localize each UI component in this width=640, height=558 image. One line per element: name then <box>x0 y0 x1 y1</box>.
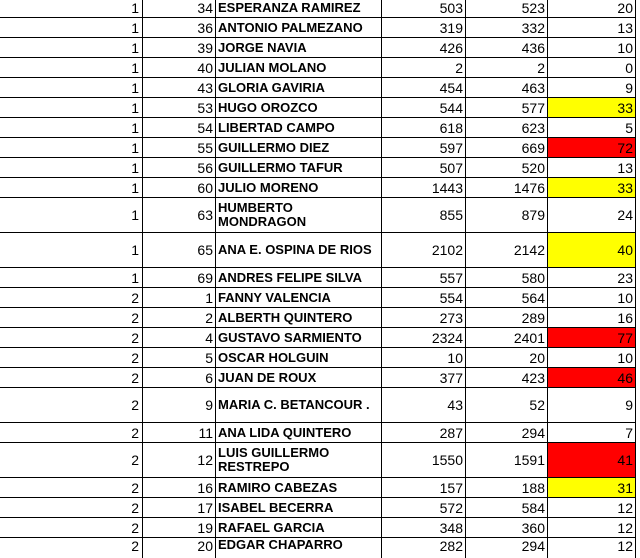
table-number-cell: 6 <box>143 368 216 388</box>
count-2-cell: 577 <box>466 98 548 118</box>
difference-cell: 12 <box>548 518 636 538</box>
count-2-cell: 879 <box>466 198 548 233</box>
count-2-cell: 20 <box>466 348 548 368</box>
table-number-cell: 4 <box>143 328 216 348</box>
table-row <box>0 478 640 498</box>
count-1-cell: 507 <box>382 158 466 178</box>
count-1-cell: 855 <box>382 198 466 233</box>
count-1-cell: 10 <box>382 348 466 368</box>
difference-cell: 12 <box>548 538 636 558</box>
difference-cell: 13 <box>548 18 636 38</box>
table-row <box>0 178 640 198</box>
count-1-cell: 377 <box>382 368 466 388</box>
name-cell: JULIAN MOLANO <box>216 58 382 78</box>
count-2-cell: 669 <box>466 138 548 158</box>
difference-cell: 40 <box>548 233 636 268</box>
name-cell: OSCAR HOLGUIN <box>216 348 382 368</box>
zone-cell: 1 <box>0 38 143 58</box>
zone-cell: 2 <box>0 328 143 348</box>
difference-cell: 41 <box>548 443 636 478</box>
difference-cell: 31 <box>548 478 636 498</box>
count-1-cell: 43 <box>382 388 466 423</box>
count-1-cell: 319 <box>382 18 466 38</box>
zone-cell: 2 <box>0 423 143 443</box>
count-2-cell: 294 <box>466 423 548 443</box>
table-number-cell: 19 <box>143 518 216 538</box>
name-cell: GUILLERMO DIEZ <box>216 138 382 158</box>
count-1-cell: 2324 <box>382 328 466 348</box>
zone-cell: 2 <box>0 368 143 388</box>
name-cell: ALBERTH QUINTERO <box>216 308 382 328</box>
name-cell: JUAN DE ROUX <box>216 368 382 388</box>
count-1-cell: 273 <box>382 308 466 328</box>
name-cell: MARIA C. BETANCOUR . <box>216 388 382 423</box>
zone-cell: 2 <box>0 388 143 423</box>
table-number-cell: 63 <box>143 198 216 233</box>
count-1-cell: 557 <box>382 268 466 288</box>
zone-cell: 2 <box>0 498 143 518</box>
table-number-cell: 9 <box>143 388 216 423</box>
table-row <box>0 368 640 388</box>
count-2-cell: 2401 <box>466 328 548 348</box>
count-1-cell: 157 <box>382 478 466 498</box>
name-cell: RAFAEL GARCIA <box>216 518 382 538</box>
count-1-cell: 503 <box>382 0 466 18</box>
table-number-cell: 54 <box>143 118 216 138</box>
name-cell: GLORIA GAVIRIA <box>216 78 382 98</box>
table-row <box>0 98 640 118</box>
table-number-cell: 40 <box>143 58 216 78</box>
name-cell: GUSTAVO SARMIENTO <box>216 328 382 348</box>
difference-cell: 13 <box>548 158 636 178</box>
table-row <box>0 58 640 78</box>
zone-cell: 2 <box>0 308 143 328</box>
count-2-cell: 1476 <box>466 178 548 198</box>
difference-cell: 10 <box>548 288 636 308</box>
count-1-cell: 597 <box>382 138 466 158</box>
count-2-cell: 52 <box>466 388 548 423</box>
difference-cell: 7 <box>548 423 636 443</box>
table-row <box>0 0 640 18</box>
name-cell: HUMBERTO MONDRAGON <box>216 198 382 233</box>
name-cell: JULIO MORENO <box>216 178 382 198</box>
table-row <box>0 388 640 423</box>
table-row <box>0 18 640 38</box>
difference-cell: 77 <box>548 328 636 348</box>
table-number-cell: 1 <box>143 288 216 308</box>
difference-cell: 23 <box>548 268 636 288</box>
zone-cell: 2 <box>0 478 143 498</box>
count-2-cell: 289 <box>466 308 548 328</box>
count-2-cell: 2 <box>466 58 548 78</box>
table-number-cell: 34 <box>143 0 216 18</box>
difference-cell: 9 <box>548 388 636 423</box>
zone-cell: 1 <box>0 0 143 18</box>
count-2-cell: 623 <box>466 118 548 138</box>
table-row <box>0 538 640 558</box>
table-row <box>0 518 640 538</box>
count-2-cell: 423 <box>466 368 548 388</box>
count-2-cell: 436 <box>466 38 548 58</box>
difference-cell: 72 <box>548 138 636 158</box>
count-1-cell: 1550 <box>382 443 466 478</box>
table-number-cell: 43 <box>143 78 216 98</box>
table-row <box>0 423 640 443</box>
zone-cell: 1 <box>0 233 143 268</box>
difference-cell: 5 <box>548 118 636 138</box>
name-cell: ANA E. OSPINA DE RIOS <box>216 233 382 268</box>
count-1-cell: 618 <box>382 118 466 138</box>
count-1-cell: 2 <box>382 58 466 78</box>
zone-cell: 2 <box>0 518 143 538</box>
zone-cell: 1 <box>0 178 143 198</box>
name-cell: ANTONIO PALMEZANO <box>216 18 382 38</box>
table-number-cell: 36 <box>143 18 216 38</box>
zone-cell: 2 <box>0 288 143 308</box>
table-row <box>0 198 640 233</box>
count-1-cell: 554 <box>382 288 466 308</box>
difference-cell: 46 <box>548 368 636 388</box>
zone-cell: 1 <box>0 18 143 38</box>
count-1-cell: 454 <box>382 78 466 98</box>
zone-cell: 1 <box>0 98 143 118</box>
difference-cell: 9 <box>548 78 636 98</box>
count-1-cell: 287 <box>382 423 466 443</box>
count-2-cell: 580 <box>466 268 548 288</box>
difference-cell: 16 <box>548 308 636 328</box>
name-cell: LUIS GUILLERMO RESTREPO <box>216 443 382 478</box>
table-number-cell: 20 <box>143 538 216 558</box>
table-number-cell: 12 <box>143 443 216 478</box>
name-cell: ISABEL BECERRA <box>216 498 382 518</box>
count-1-cell: 348 <box>382 518 466 538</box>
table-row <box>0 348 640 368</box>
count-2-cell: 1591 <box>466 443 548 478</box>
table-number-cell: 60 <box>143 178 216 198</box>
zone-cell: 1 <box>0 78 143 98</box>
name-cell: EDGAR CHAPARRO <box>216 538 382 558</box>
name-cell: JORGE NAVIA <box>216 38 382 58</box>
table-number-cell: 39 <box>143 38 216 58</box>
table-number-cell: 56 <box>143 158 216 178</box>
count-2-cell: 2142 <box>466 233 548 268</box>
name-cell: ESPERANZA RAMIREZ <box>216 0 382 18</box>
count-2-cell: 463 <box>466 78 548 98</box>
table-row <box>0 498 640 518</box>
difference-cell: 24 <box>548 198 636 233</box>
difference-cell: 0 <box>548 58 636 78</box>
table-number-cell: 11 <box>143 423 216 443</box>
table-row <box>0 138 640 158</box>
table-row <box>0 78 640 98</box>
table-row <box>0 288 640 308</box>
table-row <box>0 233 640 268</box>
count-2-cell: 564 <box>466 288 548 308</box>
count-2-cell: 584 <box>466 498 548 518</box>
difference-cell: 10 <box>548 348 636 368</box>
table-row <box>0 38 640 58</box>
zone-cell: 1 <box>0 268 143 288</box>
count-2-cell: 294 <box>466 538 548 558</box>
difference-cell: 10 <box>548 38 636 58</box>
zone-cell: 1 <box>0 158 143 178</box>
zone-cell: 2 <box>0 348 143 368</box>
count-2-cell: 332 <box>466 18 548 38</box>
count-1-cell: 572 <box>382 498 466 518</box>
count-1-cell: 426 <box>382 38 466 58</box>
count-2-cell: 520 <box>466 158 548 178</box>
table-number-cell: 17 <box>143 498 216 518</box>
zone-cell: 1 <box>0 138 143 158</box>
name-cell: ANA LIDA QUINTERO <box>216 423 382 443</box>
zone-cell: 2 <box>0 538 143 558</box>
table-row <box>0 443 640 478</box>
table-row <box>0 158 640 178</box>
difference-cell: 12 <box>548 498 636 518</box>
table-number-cell: 2 <box>143 308 216 328</box>
table-number-cell: 16 <box>143 478 216 498</box>
table-number-cell: 53 <box>143 98 216 118</box>
name-cell: HUGO OROZCO <box>216 98 382 118</box>
table-row <box>0 268 640 288</box>
difference-cell: 33 <box>548 98 636 118</box>
table-row <box>0 328 640 348</box>
table-number-cell: 69 <box>143 268 216 288</box>
count-2-cell: 523 <box>466 0 548 18</box>
count-1-cell: 2102 <box>382 233 466 268</box>
zone-cell: 1 <box>0 118 143 138</box>
table-number-cell: 55 <box>143 138 216 158</box>
table-number-cell: 65 <box>143 233 216 268</box>
name-cell: RAMIRO CABEZAS <box>216 478 382 498</box>
count-2-cell: 188 <box>466 478 548 498</box>
count-1-cell: 544 <box>382 98 466 118</box>
name-cell: GUILLERMO TAFUR <box>216 158 382 178</box>
zone-cell: 2 <box>0 443 143 478</box>
table-row <box>0 118 640 138</box>
zone-cell: 1 <box>0 58 143 78</box>
zone-cell: 1 <box>0 198 143 233</box>
count-1-cell: 282 <box>382 538 466 558</box>
count-2-cell: 360 <box>466 518 548 538</box>
name-cell: ANDRES FELIPE SILVA <box>216 268 382 288</box>
name-cell: LIBERTAD CAMPO <box>216 118 382 138</box>
difference-cell: 33 <box>548 178 636 198</box>
name-cell: FANNY VALENCIA <box>216 288 382 308</box>
count-1-cell: 1443 <box>382 178 466 198</box>
table-row <box>0 308 640 328</box>
table-number-cell: 5 <box>143 348 216 368</box>
difference-cell: 20 <box>548 0 636 18</box>
